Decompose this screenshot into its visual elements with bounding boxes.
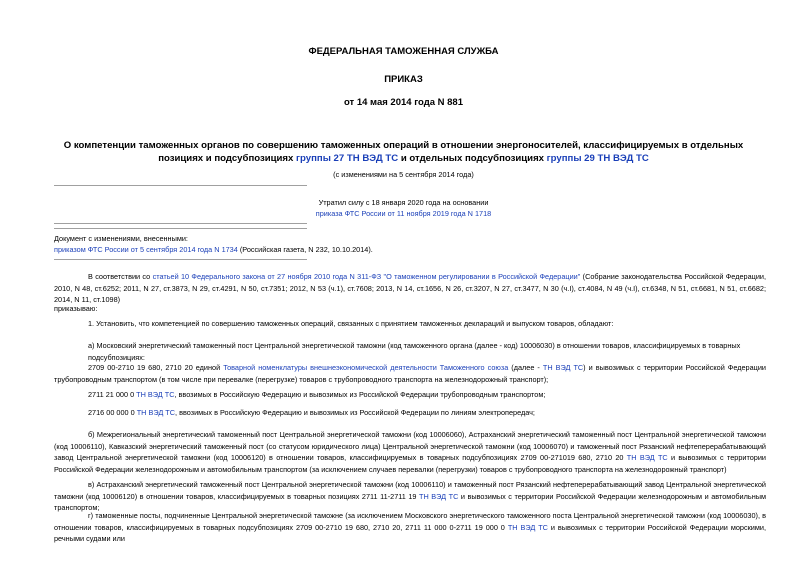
changes-line [54,244,754,256]
paragraph-text: в) Астраханский энергетический таможенный пост Центральной энергетической таможни (код 10006110) и таможенный пост Рязанский нефтеперерабатывающий завод Центральной энергетической таможни (код 10006120) в отношении товаров, классифицируемых в товарных позициях 2711 11-2711 19 [54,480,766,501]
divider [54,223,307,224]
item-g [54,510,766,545]
changes-order-link[interactable]: приказом ФТС России от 5 сентября 2014 года N 1734 [54,245,238,254]
item-a-codes-electricity [88,407,766,419]
divider [54,259,307,260]
item-a-codes-pipeline [54,362,766,385]
tn-ved-link[interactable]: ТН ВЭД ТС [419,491,459,501]
title-text-2: и отдельных подсубпозициях [398,153,547,164]
doc-type-heading: ПРИКАЗ [384,74,423,85]
preamble-text: В соответствии со [88,272,153,281]
item-v [54,479,766,514]
paragraph-text: , ввозимых в Российскую Федерацию и вывозимых из Российской Федерации по линиям электропередач; [175,408,535,417]
title-link-group-27[interactable]: группы 27 ТН ВЭД ТС [296,153,399,164]
paragraph-text: и вывозимых с территории Российской Федерации морскими, речными судами или [54,522,766,543]
title-link-group-29[interactable]: группы 29 ТН ВЭД ТС [546,153,649,164]
divider [54,228,307,229]
paragraph-text: и вывозимых с территории Российской Федерации железнодорожным и автомобильным транспортом (за исключением случаев перевалки (перегрузки) товаров с трубопроводного транспорта на железнодорожный транспорт) [54,453,766,474]
divider [54,185,307,186]
tn-ved-link[interactable]: ТН ВЭД ТС [507,522,548,532]
agency-heading: ФЕДЕРАЛЬНАЯ ТАМОЖЕННАЯ СЛУЖБА [308,46,499,57]
expiry-note: Утратил силу с 18 января 2020 года на основании [318,198,489,207]
item-a-codes-gas [88,389,766,401]
preamble-text: (Собрание законодательства Российской Федерации, 2010, N 48, ст.6252; 2011, N 27, ст.3873, N 29, ст.4291, N 50, ст.7351; 2012, N 53 (ч.1), ст.7608; 2013, N 14, ст.1656, N 26, ст.3207, N 27, ст.3477, N 30 (ч.I), ст.4084, N 49 (ч.I), ст.6348, N 51, ст.6681, N 51, ст.6682; 2014, N 11, ст.1098) [54,272,766,304]
item-1: 1. Установить, что компетенцией по совершению таможенных операций, связанных с принятием таможенных деклараций и выпуском товаров, обладают: [88,319,614,328]
item-a: а) Московский энергетический таможенный пост Центральной энергетической таможни (код таможенного органа (далее - код) 10006030) в отношении товаров, классифицируемых в товарных подсубпозициях: [88,341,741,362]
title-text-1: О компетенции таможенных органов по совершению таможенных операций в отношении энергоносителей, классифицируемых в отдельных позициях и подсубпозициях [63,140,744,164]
federal-law-link[interactable]: статьей 10 Федерального закона от 27 ноября 2010 года N 311-ФЗ "О таможенном регулировании в Российской Федерации" [152,272,581,281]
amendment-note: (с изменениями на 5 сентября 2014 года) [333,170,474,179]
document-title [45,139,762,165]
paragraph-text: 2711 21 000 0 [88,390,137,399]
tn-ved-link[interactable]: ТН ВЭД ТС [136,408,176,417]
paragraph-text: 2716 00 000 0 [88,408,137,417]
expiry-link-line [0,208,807,220]
item-b [54,429,766,475]
paragraph-text: ) и вывозимых с территории Российской Федерации трубопроводным транспортом (в том числе при перевалке (перегрузке) товаров с трубопроводного транспорта на железнодорожный транспорт); [54,363,766,384]
changes-tail: (Российская газета, N 232, 10.10.2014). [237,245,373,254]
paragraph-text: г) таможенные посты, подчиненные Центральной энергетической таможне (за исключением Московского энергетического таможенного поста Центральной энергетической таможни (код 10006030), в отношении товаров, классифицируемых в товарных подсубпозициях 2709 00-2710 19 680, 2710 20, 2711 11 000 0-2711 19 000 0 [54,511,766,532]
paragraph-text: 2709 00-2710 19 680, 2710 20 единой [88,363,224,372]
tn-ved-link[interactable]: ТН ВЭД ТС [626,453,668,462]
tn-ved-link[interactable]: ТН ВЭД ТС [136,390,175,399]
order-word: приказываю: [54,304,98,313]
paragraph-text: , ввозимых в Российскую Федерацию и вывозимых из Российской Федерации трубопроводным транспортом; [174,390,546,399]
tn-ved-link[interactable]: ТН ВЭД ТС [542,363,584,372]
changes-lead: Документ с изменениями, внесенными: [54,234,188,243]
tn-ved-nomenclature-link[interactable]: Товарной номенклатуры внешнеэкономической деятельности Таможенного союза [223,363,509,372]
paragraph-text: (далее - [508,363,543,372]
expiry-order-link[interactable]: приказа ФТС России от 11 ноября 2019 года N 1718 [315,209,492,218]
doc-date-number: от 14 мая 2014 года N 881 [343,97,464,108]
preamble-paragraph [54,271,766,306]
paragraph-text: и вывозимых с территории Российской Федерации железнодорожным и автомобильным транспортом; [54,491,766,512]
paragraph-text: б) Межрегиональный энергетический таможенный пост Центральной энергетической таможни (код 10006060), Астраханский энергетический таможенный пост Центральной энергетической таможни (код 10006110), Кавказский энергетический таможенный пост (со статусом юридического лица) Центральной энергетической таможни (код 10006070) и таможенный пост Рязанский нефтеперерабатывающий завод Центральной энергетической таможни (код 10006120) в отношении товаров, классифицируемых в товарных подсубпозициях 2709 00-271019 680, 2710 20 [54,430,766,462]
